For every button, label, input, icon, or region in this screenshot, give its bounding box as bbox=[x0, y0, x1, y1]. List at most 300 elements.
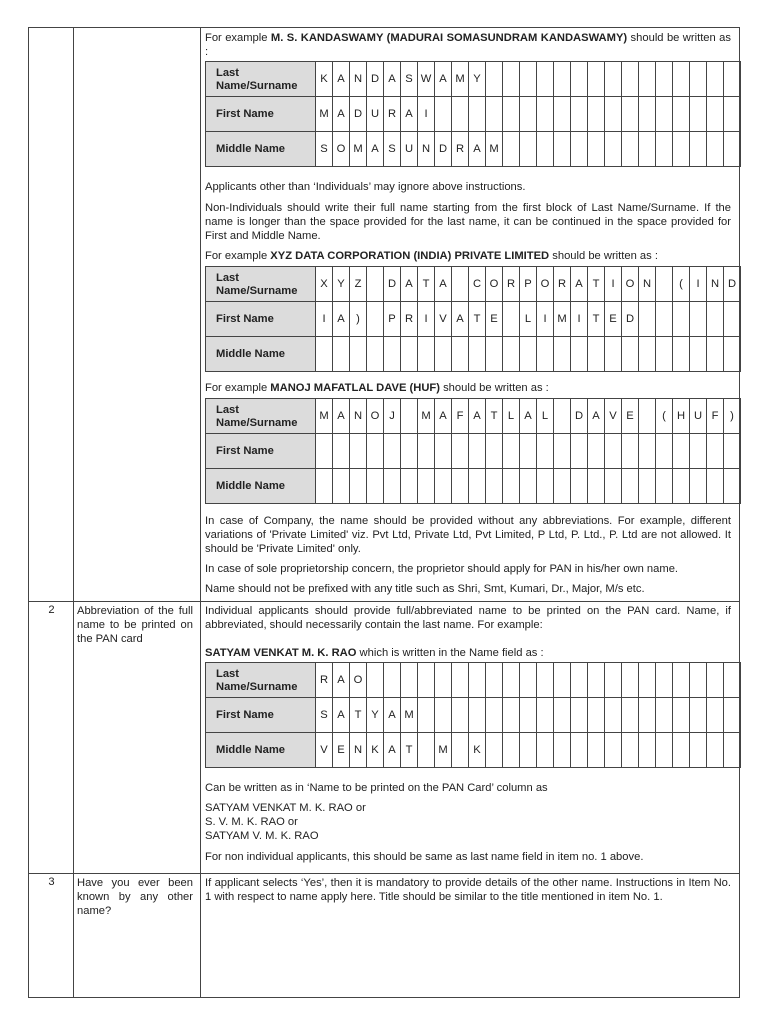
char-box bbox=[673, 663, 690, 698]
char-box: V bbox=[605, 399, 622, 434]
char-box: H bbox=[673, 399, 690, 434]
char-box bbox=[571, 434, 588, 469]
char-box bbox=[690, 469, 707, 504]
char-box bbox=[520, 469, 537, 504]
abbreviation-example-text: SATYAM VENKAT M. K. RAO which is written in the Name field as : bbox=[205, 647, 544, 659]
char-box bbox=[622, 733, 639, 768]
char-box: D bbox=[384, 267, 401, 302]
char-box: P bbox=[520, 267, 537, 302]
char-box bbox=[656, 469, 673, 504]
char-box: S bbox=[401, 62, 418, 97]
char-box bbox=[605, 469, 622, 504]
char-box bbox=[724, 469, 741, 504]
char-box bbox=[588, 132, 605, 167]
char-box: ) bbox=[724, 399, 741, 434]
char-box bbox=[418, 698, 435, 733]
char-box bbox=[673, 469, 690, 504]
char-box: A bbox=[384, 733, 401, 768]
char-box bbox=[503, 132, 520, 167]
char-box bbox=[367, 469, 384, 504]
char-box: W bbox=[418, 62, 435, 97]
char-box: T bbox=[401, 733, 418, 768]
char-box: M bbox=[350, 132, 367, 167]
char-box bbox=[316, 337, 333, 372]
char-box: I bbox=[571, 302, 588, 337]
char-box bbox=[724, 698, 741, 733]
char-box bbox=[707, 302, 724, 337]
char-box bbox=[622, 434, 639, 469]
char-box bbox=[724, 62, 741, 97]
char-box: Z bbox=[350, 267, 367, 302]
char-box: I bbox=[418, 97, 435, 132]
char-box bbox=[503, 97, 520, 132]
char-box bbox=[554, 733, 571, 768]
char-box: N bbox=[639, 267, 656, 302]
char-box bbox=[673, 733, 690, 768]
char-box bbox=[656, 132, 673, 167]
name-row-middle bbox=[206, 469, 741, 504]
char-box bbox=[435, 337, 452, 372]
char-box: I bbox=[418, 302, 435, 337]
middle-name-label: Middle Name bbox=[206, 469, 316, 504]
char-box bbox=[469, 337, 486, 372]
char-box bbox=[690, 132, 707, 167]
char-box bbox=[588, 469, 605, 504]
column-divider bbox=[73, 28, 74, 997]
char-box bbox=[503, 302, 520, 337]
char-box bbox=[452, 663, 469, 698]
char-box: A bbox=[435, 267, 452, 302]
row2-number: 2 bbox=[48, 604, 55, 616]
char-box: A bbox=[384, 698, 401, 733]
char-box bbox=[520, 97, 537, 132]
char-box bbox=[724, 132, 741, 167]
char-box: A bbox=[571, 267, 588, 302]
char-box bbox=[384, 663, 401, 698]
char-box bbox=[588, 698, 605, 733]
char-box bbox=[622, 337, 639, 372]
char-box bbox=[503, 434, 520, 469]
char-box bbox=[520, 62, 537, 97]
char-box bbox=[588, 62, 605, 97]
char-box bbox=[690, 733, 707, 768]
char-box bbox=[690, 434, 707, 469]
char-box bbox=[367, 434, 384, 469]
char-box bbox=[724, 733, 741, 768]
char-box bbox=[401, 399, 418, 434]
char-box: A bbox=[469, 399, 486, 434]
char-box bbox=[690, 337, 707, 372]
char-box: I bbox=[605, 267, 622, 302]
char-box: D bbox=[571, 399, 588, 434]
char-box bbox=[469, 663, 486, 698]
name-row-last bbox=[206, 267, 741, 302]
char-box bbox=[435, 663, 452, 698]
char-box bbox=[707, 733, 724, 768]
char-box bbox=[554, 97, 571, 132]
char-box: K bbox=[367, 733, 384, 768]
char-box bbox=[520, 132, 537, 167]
char-box bbox=[656, 62, 673, 97]
char-box: A bbox=[333, 97, 350, 132]
row1-content bbox=[205, 28, 737, 601]
char-box: R bbox=[316, 663, 333, 698]
char-box: A bbox=[435, 62, 452, 97]
char-box bbox=[639, 337, 656, 372]
char-box: A bbox=[367, 132, 384, 167]
char-box: ) bbox=[350, 302, 367, 337]
char-box bbox=[639, 62, 656, 97]
char-box: D bbox=[367, 62, 384, 97]
char-box: F bbox=[707, 399, 724, 434]
row3-number: 3 bbox=[48, 876, 55, 888]
char-box bbox=[486, 337, 503, 372]
char-box bbox=[605, 663, 622, 698]
char-box: D bbox=[724, 267, 741, 302]
char-box bbox=[401, 469, 418, 504]
char-box bbox=[571, 337, 588, 372]
char-box: A bbox=[520, 399, 537, 434]
char-box bbox=[707, 434, 724, 469]
char-box bbox=[367, 302, 384, 337]
last-name-label: Last Name/Surname bbox=[206, 62, 316, 97]
char-box: L bbox=[503, 399, 520, 434]
char-box bbox=[537, 97, 554, 132]
char-box bbox=[537, 469, 554, 504]
abbreviation-can-be: Can be written as in ‘Name to be printed on the PAN Card’ column as bbox=[205, 782, 548, 794]
char-box: I bbox=[537, 302, 554, 337]
abbreviation-name-table bbox=[205, 662, 741, 768]
char-box bbox=[418, 663, 435, 698]
char-box bbox=[435, 469, 452, 504]
char-box bbox=[486, 698, 503, 733]
char-box: Y bbox=[333, 267, 350, 302]
char-box bbox=[639, 663, 656, 698]
char-box: A bbox=[333, 698, 350, 733]
char-box bbox=[486, 97, 503, 132]
char-box bbox=[520, 434, 537, 469]
char-box: R bbox=[401, 302, 418, 337]
char-box bbox=[537, 663, 554, 698]
char-box bbox=[316, 434, 333, 469]
char-box: R bbox=[452, 132, 469, 167]
abbreviation-intro: Individual applicants should provide full/abbreviated name to be printed on the PAN card. Name, if abbreviated, should necessarily contain the last name. For example: bbox=[205, 605, 731, 631]
char-box bbox=[554, 62, 571, 97]
char-box bbox=[588, 97, 605, 132]
char-box bbox=[554, 434, 571, 469]
char-box bbox=[452, 733, 469, 768]
char-box: O bbox=[367, 399, 384, 434]
char-box: Y bbox=[367, 698, 384, 733]
name-row-first bbox=[206, 434, 741, 469]
char-box: K bbox=[316, 62, 333, 97]
char-box: T bbox=[418, 267, 435, 302]
char-box bbox=[537, 733, 554, 768]
char-box bbox=[367, 267, 384, 302]
char-box: O bbox=[350, 663, 367, 698]
char-box bbox=[452, 698, 469, 733]
char-box bbox=[673, 62, 690, 97]
char-box: A bbox=[452, 302, 469, 337]
char-box: N bbox=[350, 62, 367, 97]
char-box bbox=[690, 663, 707, 698]
char-box bbox=[503, 337, 520, 372]
char-box bbox=[622, 469, 639, 504]
char-box bbox=[537, 62, 554, 97]
char-box: M bbox=[435, 733, 452, 768]
char-box bbox=[690, 698, 707, 733]
char-box: T bbox=[469, 302, 486, 337]
char-box bbox=[520, 733, 537, 768]
char-box bbox=[605, 698, 622, 733]
abbreviation-option: SATYAM V. M. K. RAO bbox=[205, 830, 319, 842]
char-box bbox=[571, 97, 588, 132]
char-box: A bbox=[588, 399, 605, 434]
last-name-label: Last Name/Surname bbox=[206, 663, 316, 698]
char-box: O bbox=[622, 267, 639, 302]
non-individual-instruction: Non-Individuals should write their full name starting from the first block of Last Name/Surname. If the name is longer than the space provided for the last name, it can be continued in the space provided for First and Middle Name. bbox=[205, 202, 731, 242]
char-box bbox=[418, 469, 435, 504]
char-box bbox=[639, 132, 656, 167]
char-box bbox=[724, 434, 741, 469]
char-box: L bbox=[537, 399, 554, 434]
char-box bbox=[707, 663, 724, 698]
char-box: D bbox=[350, 97, 367, 132]
char-box: E bbox=[333, 733, 350, 768]
char-box: R bbox=[503, 267, 520, 302]
char-box bbox=[418, 434, 435, 469]
row3-content bbox=[205, 873, 731, 997]
char-box bbox=[418, 337, 435, 372]
char-box bbox=[486, 663, 503, 698]
char-box bbox=[571, 132, 588, 167]
char-box bbox=[673, 97, 690, 132]
char-box: M bbox=[401, 698, 418, 733]
char-box bbox=[656, 434, 673, 469]
char-box: K bbox=[469, 733, 486, 768]
name-row-middle bbox=[206, 337, 741, 372]
char-box bbox=[401, 663, 418, 698]
char-box: M bbox=[418, 399, 435, 434]
last-name-label: Last Name/Surname bbox=[206, 399, 316, 434]
char-box bbox=[452, 434, 469, 469]
char-box bbox=[469, 469, 486, 504]
char-box bbox=[452, 337, 469, 372]
instructions-table bbox=[28, 27, 740, 998]
char-box bbox=[707, 97, 724, 132]
row2-content bbox=[205, 601, 731, 873]
char-box: L bbox=[520, 302, 537, 337]
char-box: A bbox=[384, 62, 401, 97]
abbreviation-option: SATYAM VENKAT M. K. RAO or bbox=[205, 802, 366, 814]
char-box: A bbox=[401, 97, 418, 132]
char-box: U bbox=[401, 132, 418, 167]
char-box: T bbox=[486, 399, 503, 434]
char-box bbox=[656, 337, 673, 372]
char-box bbox=[639, 733, 656, 768]
char-box bbox=[571, 733, 588, 768]
char-box bbox=[707, 698, 724, 733]
name-row-first bbox=[206, 97, 741, 132]
char-box bbox=[724, 337, 741, 372]
name-row-last bbox=[206, 399, 741, 434]
char-box bbox=[588, 337, 605, 372]
char-box bbox=[554, 698, 571, 733]
char-box bbox=[639, 698, 656, 733]
char-box: A bbox=[333, 399, 350, 434]
char-box: A bbox=[333, 302, 350, 337]
char-box bbox=[401, 337, 418, 372]
char-box bbox=[656, 267, 673, 302]
char-box bbox=[656, 97, 673, 132]
char-box bbox=[367, 663, 384, 698]
char-box bbox=[639, 97, 656, 132]
char-box: E bbox=[605, 302, 622, 337]
char-box bbox=[622, 698, 639, 733]
char-box: J bbox=[384, 399, 401, 434]
char-box bbox=[588, 663, 605, 698]
char-box: S bbox=[316, 132, 333, 167]
char-box: E bbox=[486, 302, 503, 337]
abbreviation-non-individual: For non individual applicants, this should be same as last name field in item no. 1 above. bbox=[205, 851, 644, 863]
char-box: T bbox=[350, 698, 367, 733]
char-box bbox=[673, 698, 690, 733]
char-box bbox=[520, 337, 537, 372]
char-box bbox=[656, 733, 673, 768]
char-box bbox=[605, 434, 622, 469]
char-box: R bbox=[554, 267, 571, 302]
char-box bbox=[571, 698, 588, 733]
abbreviation-option: S. V. M. K. RAO or bbox=[205, 816, 298, 828]
example2-name-table bbox=[205, 266, 741, 372]
char-box bbox=[486, 733, 503, 768]
name-row-first bbox=[206, 698, 741, 733]
char-box: ( bbox=[673, 267, 690, 302]
char-box: M bbox=[452, 62, 469, 97]
char-box bbox=[537, 337, 554, 372]
char-box: A bbox=[435, 399, 452, 434]
char-box bbox=[656, 663, 673, 698]
char-box bbox=[384, 434, 401, 469]
char-box bbox=[554, 399, 571, 434]
char-box bbox=[418, 733, 435, 768]
char-box: N bbox=[350, 399, 367, 434]
char-box: F bbox=[452, 399, 469, 434]
char-box: M bbox=[316, 399, 333, 434]
char-box bbox=[639, 434, 656, 469]
char-box bbox=[554, 132, 571, 167]
char-box: N bbox=[350, 733, 367, 768]
other-name-instruction: If applicant selects ‘Yes’, then it is mandatory to provide details of the other name. Instructions in Item No. 1 with respect to name apply here. Title should be similar to the title mentioned in item No. 1. bbox=[205, 877, 731, 903]
char-box bbox=[452, 97, 469, 132]
char-box: P bbox=[384, 302, 401, 337]
char-box: E bbox=[622, 399, 639, 434]
char-box bbox=[690, 62, 707, 97]
char-box bbox=[537, 132, 554, 167]
char-box bbox=[588, 733, 605, 768]
char-box bbox=[503, 663, 520, 698]
char-box bbox=[486, 469, 503, 504]
char-box: R bbox=[384, 97, 401, 132]
char-box: C bbox=[469, 267, 486, 302]
char-box bbox=[673, 132, 690, 167]
char-box bbox=[571, 469, 588, 504]
char-box bbox=[622, 62, 639, 97]
char-box bbox=[452, 469, 469, 504]
char-box bbox=[486, 434, 503, 469]
char-box bbox=[350, 434, 367, 469]
char-box: A bbox=[469, 132, 486, 167]
char-box: T bbox=[588, 302, 605, 337]
first-name-label: First Name bbox=[206, 302, 316, 337]
first-name-label: First Name bbox=[206, 698, 316, 733]
name-row-middle bbox=[206, 132, 741, 167]
char-box bbox=[316, 469, 333, 504]
last-name-label: Last Name/Surname bbox=[206, 267, 316, 302]
char-box bbox=[605, 97, 622, 132]
char-box bbox=[571, 663, 588, 698]
char-box bbox=[367, 337, 384, 372]
row2-field-label: Abbreviation of the full name to be printed on the PAN card bbox=[77, 605, 193, 645]
char-box bbox=[333, 469, 350, 504]
char-box bbox=[333, 434, 350, 469]
char-box bbox=[656, 302, 673, 337]
char-box bbox=[350, 469, 367, 504]
char-box bbox=[639, 399, 656, 434]
char-box: Y bbox=[469, 62, 486, 97]
char-box: N bbox=[418, 132, 435, 167]
char-box: A bbox=[333, 663, 350, 698]
char-box: S bbox=[384, 132, 401, 167]
sole-proprietor-instruction: In case of sole proprietorship concern, the proprietor should apply for PAN in his/her own name. bbox=[205, 563, 679, 575]
char-box bbox=[537, 434, 554, 469]
char-box bbox=[690, 97, 707, 132]
char-box bbox=[469, 97, 486, 132]
char-box bbox=[707, 62, 724, 97]
char-box: O bbox=[486, 267, 503, 302]
char-box bbox=[384, 469, 401, 504]
char-box bbox=[656, 698, 673, 733]
example1-text: For example M. S. KANDASWAMY (MADURAI SOMASUNDRAM KANDASWAMY) should be written as : bbox=[205, 32, 731, 58]
first-name-label: First Name bbox=[206, 97, 316, 132]
name-row-first bbox=[206, 302, 741, 337]
char-box: O bbox=[537, 267, 554, 302]
example3-name-table bbox=[205, 398, 741, 504]
char-box bbox=[673, 434, 690, 469]
char-box bbox=[554, 469, 571, 504]
char-box bbox=[435, 434, 452, 469]
char-box bbox=[435, 97, 452, 132]
char-box: N bbox=[707, 267, 724, 302]
char-box bbox=[707, 469, 724, 504]
char-box bbox=[724, 663, 741, 698]
char-box: ( bbox=[656, 399, 673, 434]
title-prefix-instruction: Name should not be prefixed with any title such as Shri, Smt, Kumari, Dr., Major, M/s etc. bbox=[205, 583, 645, 595]
char-box: D bbox=[622, 302, 639, 337]
char-box bbox=[639, 302, 656, 337]
char-box: U bbox=[367, 97, 384, 132]
char-box bbox=[605, 337, 622, 372]
char-box: X bbox=[316, 267, 333, 302]
char-box bbox=[707, 132, 724, 167]
char-box bbox=[707, 337, 724, 372]
name-row-last bbox=[206, 663, 741, 698]
char-box bbox=[486, 62, 503, 97]
column-divider bbox=[200, 28, 201, 997]
char-box: M bbox=[554, 302, 571, 337]
char-box: A bbox=[333, 62, 350, 97]
company-instruction: In case of Company, the name should be provided without any abbreviations. For example, different variations of 'Private Limited' viz. Pvt Ltd, Private Ltd, Pvt Limited, P Ltd, P. Ltd., P. Ltd are not allowed. It should be 'Private Limited' only. bbox=[205, 515, 731, 555]
